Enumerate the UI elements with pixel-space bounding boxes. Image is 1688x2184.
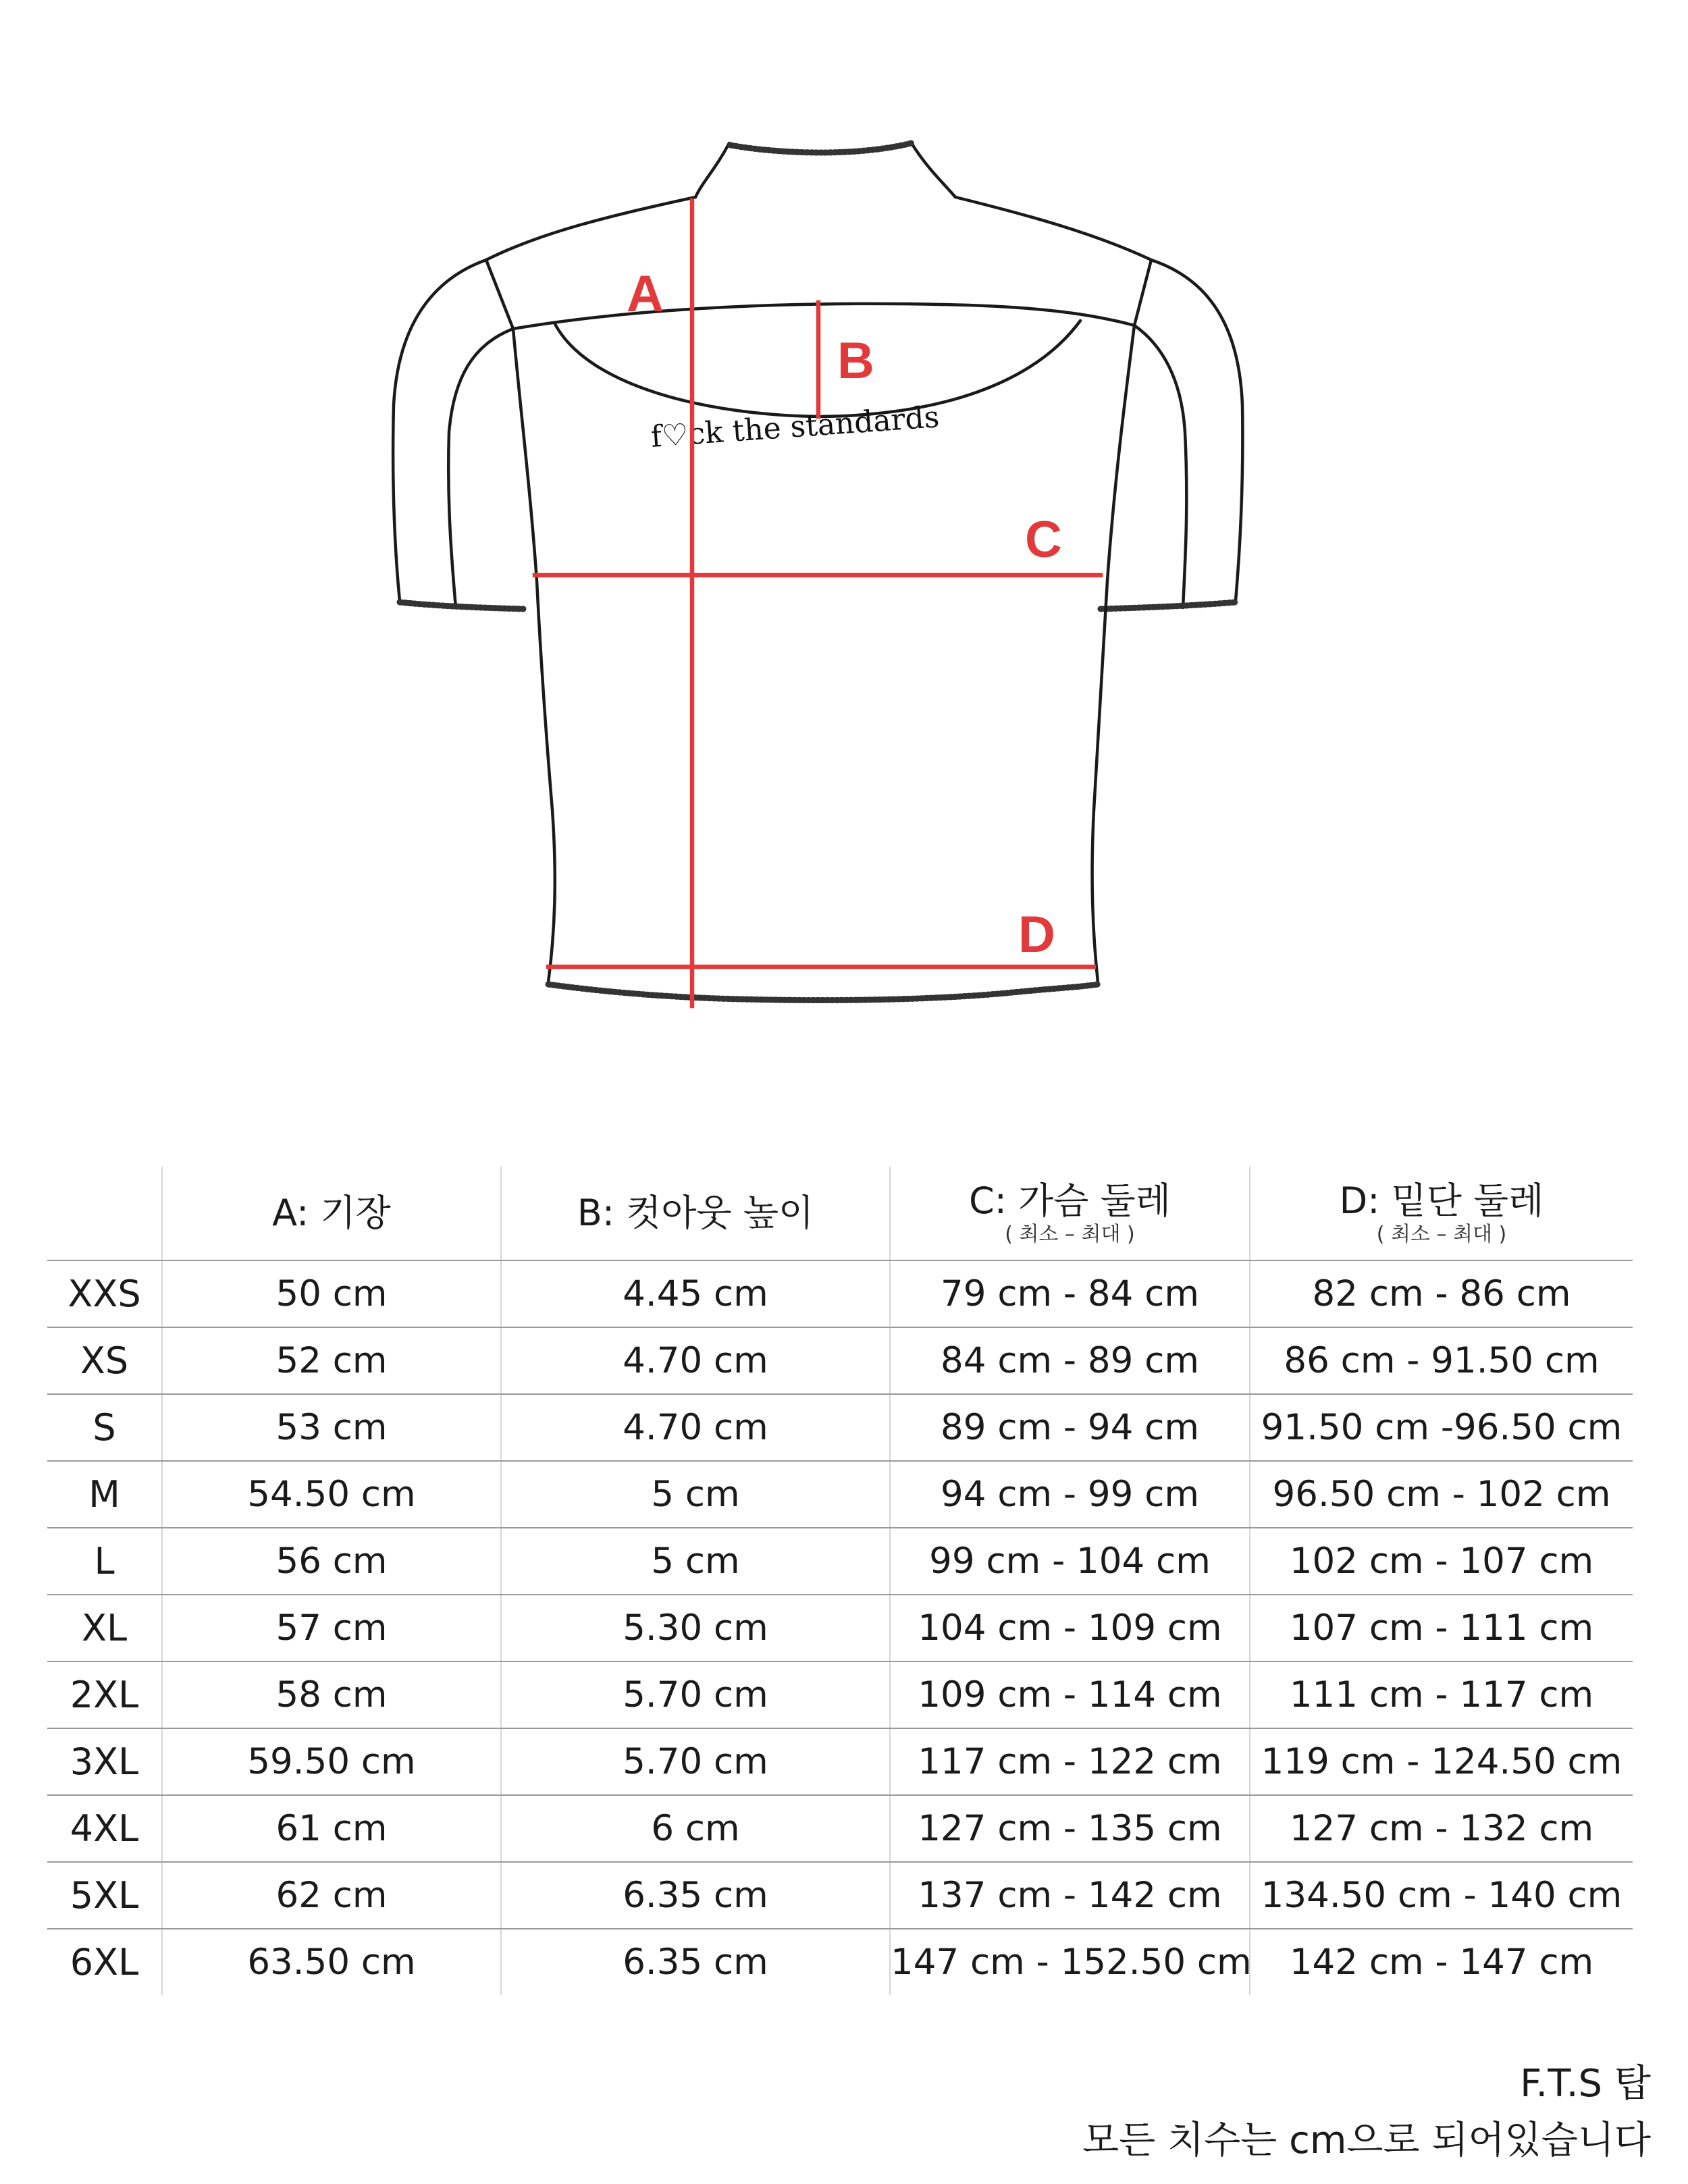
label-a: A <box>627 265 664 323</box>
cell-d: 134.50 cm - 140 cm <box>1250 1862 1633 1929</box>
cell-d: 82 cm - 86 cm <box>1250 1260 1633 1327</box>
cell-a: 62 cm <box>162 1862 501 1929</box>
cell-b: 5 cm <box>501 1528 890 1595</box>
cell-d: 119 cm - 124.50 cm <box>1250 1728 1633 1795</box>
table-row <box>47 1528 1633 1595</box>
header-d-label: D: 밑단 둘레 <box>1339 1179 1544 1222</box>
table-row <box>47 1661 1633 1728</box>
cell-d: 91.50 cm -96.50 cm <box>1250 1394 1633 1461</box>
table-row <box>47 1595 1633 1661</box>
header-b-label: B: 컷아웃 높이 <box>577 1192 814 1234</box>
cell-a: 50 cm <box>162 1260 501 1327</box>
table-row <box>47 1394 1633 1461</box>
right-sleeve-ruffle <box>1101 602 1236 609</box>
size-label: S <box>47 1394 162 1461</box>
cell-d: 127 cm - 132 cm <box>1250 1795 1633 1862</box>
table-row <box>47 1728 1633 1795</box>
left-sleeve-outline <box>393 260 513 608</box>
size-label: M <box>47 1461 162 1528</box>
table-row <box>47 1260 1633 1327</box>
product-name: F.T.S 탑 <box>1520 2062 1651 2106</box>
cell-d: 111 cm - 117 cm <box>1250 1661 1633 1728</box>
cell-c: 94 cm - 99 cm <box>890 1461 1250 1528</box>
cell-c: 104 cm - 109 cm <box>890 1595 1250 1661</box>
cell-a: 63.50 cm <box>162 1929 501 1995</box>
label-d: D <box>1018 906 1055 963</box>
slogan-text: f♡ck the standards <box>650 400 941 454</box>
header-size-corner <box>47 1167 162 1260</box>
table-row <box>47 1327 1633 1394</box>
size-label: 4XL <box>47 1795 162 1862</box>
table-row <box>47 1862 1633 1929</box>
header-c-label: C: 가슴 둘레 <box>969 1179 1171 1222</box>
label-c: C <box>1025 511 1062 568</box>
cell-a: 59.50 cm <box>162 1728 501 1795</box>
cell-c: 137 cm - 142 cm <box>890 1862 1250 1929</box>
header-c-range-note: ( 최소 – 최대 ) <box>1005 1223 1135 1246</box>
hem-ruffle <box>548 984 1098 1001</box>
cell-c: 84 cm - 89 cm <box>890 1327 1250 1394</box>
cell-a: 53 cm <box>162 1394 501 1461</box>
cell-c: 109 cm - 114 cm <box>890 1661 1250 1728</box>
cell-d: 86 cm - 91.50 cm <box>1250 1327 1633 1394</box>
garment-diagram <box>0 0 1688 1053</box>
cell-a: 58 cm <box>162 1661 501 1728</box>
cell-a: 56 cm <box>162 1528 501 1595</box>
cell-b: 6.35 cm <box>501 1929 890 1995</box>
cell-a: 54.50 cm <box>162 1461 501 1528</box>
header-c-chest <box>890 1167 1250 1260</box>
size-label: XS <box>47 1327 162 1394</box>
shoulder-outline <box>486 197 1151 260</box>
label-b: B <box>837 332 874 390</box>
cell-c: 117 cm - 122 cm <box>890 1728 1250 1795</box>
collar-ruffle <box>731 143 912 153</box>
table-row <box>47 1461 1633 1528</box>
cell-a: 52 cm <box>162 1327 501 1394</box>
left-sleeve-ruffle <box>400 602 523 609</box>
cell-c: 79 cm - 84 cm <box>890 1260 1250 1327</box>
size-label: 2XL <box>47 1661 162 1728</box>
cell-b: 6 cm <box>501 1795 890 1862</box>
size-label: 3XL <box>47 1728 162 1795</box>
cell-c: 147 cm - 152.50 cm <box>890 1929 1250 1995</box>
right-sleeve-outline <box>1134 260 1242 608</box>
cell-d: 142 cm - 147 cm <box>1250 1929 1633 1995</box>
header-b-cutout <box>501 1167 890 1260</box>
header-a-length <box>162 1167 501 1260</box>
header-a-label: A: 기장 <box>272 1192 391 1234</box>
cell-c: 127 cm - 135 cm <box>890 1795 1250 1862</box>
size-chart-table <box>47 1167 1633 1995</box>
cell-b: 4.45 cm <box>501 1260 890 1327</box>
cell-b: 4.70 cm <box>501 1394 890 1461</box>
cell-c: 89 cm - 94 cm <box>890 1394 1250 1461</box>
size-label: XL <box>47 1595 162 1661</box>
cell-a: 57 cm <box>162 1595 501 1661</box>
size-label: L <box>47 1528 162 1595</box>
table-row <box>47 1929 1633 1995</box>
header-d-range-note: ( 최소 – 최대 ) <box>1376 1223 1507 1246</box>
size-label: XXS <box>47 1260 162 1327</box>
size-label: 6XL <box>70 1941 139 1983</box>
units-note: 모든 치수는 cm으로 되어있습니다 <box>1082 2119 1651 2162</box>
cell-b: 5 cm <box>501 1461 890 1528</box>
size-label: 5XL <box>47 1862 162 1929</box>
cell-b: 5.70 cm <box>501 1661 890 1728</box>
cell-d: 102 cm - 107 cm <box>1250 1528 1633 1595</box>
cell-b: 6.35 cm <box>501 1862 890 1929</box>
cell-b: 5.70 cm <box>501 1728 890 1795</box>
header-row <box>47 1167 1633 1260</box>
cell-a: 61 cm <box>162 1795 501 1862</box>
cell-c: 99 cm - 104 cm <box>890 1528 1250 1595</box>
header-d-hem <box>1250 1167 1633 1260</box>
cell-d: 96.50 cm - 102 cm <box>1250 1461 1633 1528</box>
cell-d: 107 cm - 111 cm <box>1250 1595 1633 1661</box>
cell-b: 4.70 cm <box>501 1327 890 1394</box>
table-row <box>47 1795 1633 1862</box>
cell-b: 5.30 cm <box>501 1595 890 1661</box>
footer-note <box>1082 2056 1651 2169</box>
